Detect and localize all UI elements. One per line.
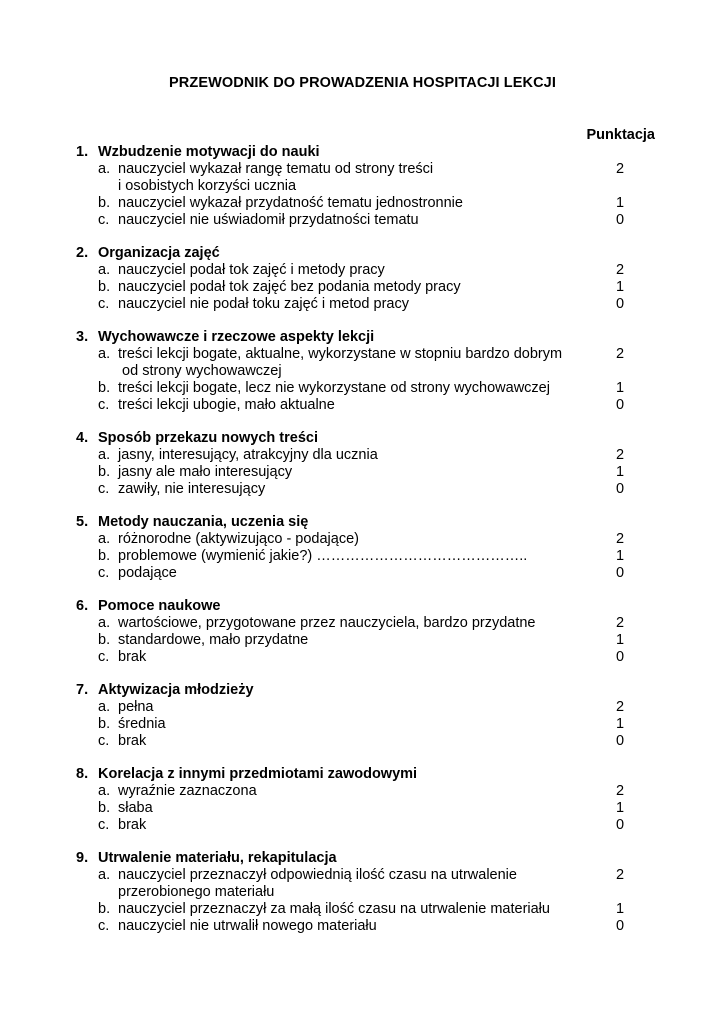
option-text [118,716,588,733]
criterion-number: 9. [76,850,89,866]
option-score: 2 [615,531,625,547]
score-column-header: Punktacja [586,127,655,143]
criterion-option [0,346,725,380]
option-text [118,918,588,935]
option-letter: b. [98,632,111,648]
option-text-line: treści lekcji ubogie, mało aktualne [118,397,335,413]
criterion-heading [0,850,725,867]
criterion-title: Korelacja z innymi przedmiotami zawodowymi [98,766,418,782]
criterion-option [0,901,725,918]
option-score: 1 [615,464,625,480]
criterion-option [0,615,725,632]
criterion-title: Wzbudzenie motywacji do nauki [98,144,320,160]
option-score: 1 [615,716,625,732]
option-text [118,548,588,565]
option-letter: a. [98,161,111,177]
criterion-option [0,447,725,464]
option-text [118,195,588,212]
option-text-line: zawiły, nie interesujący [118,481,266,497]
criterion-number: 8. [76,766,89,782]
option-letter: c. [98,733,110,749]
option-text-line: brak [118,649,147,665]
criterion-option [0,296,725,313]
criterion-option [0,565,725,582]
option-text [118,447,588,464]
option-text-line: nauczyciel nie utrwalił nowego materiału [118,918,377,934]
criterion-option [0,531,725,548]
criterion-option [0,699,725,716]
option-letter: c. [98,296,110,312]
option-text [118,615,588,632]
option-text [118,699,588,716]
option-score: 1 [615,380,625,396]
option-score: 1 [615,901,625,917]
option-text [118,565,588,582]
criterion-title: Aktywizacja młodzieży [98,682,254,698]
option-text [118,346,588,380]
criterion-title: Metody nauczania, uczenia się [98,514,309,530]
criterion-option [0,918,725,935]
option-text-continuation: od strony wychowawczej [118,363,282,379]
option-score: 0 [615,565,625,581]
option-text [118,632,588,649]
criterion-heading [0,329,725,346]
option-letter: a. [98,262,111,278]
option-letter: b. [98,716,111,732]
option-text [118,212,588,229]
option-text-line: różnorodne (aktywizująco - podające) [118,531,359,547]
option-text [118,464,588,481]
option-score: 0 [615,817,625,833]
criterion-option [0,161,725,195]
option-letter: a. [98,447,111,463]
criterion-heading [0,245,725,262]
criterion-option [0,800,725,817]
criterion-section [0,144,725,229]
option-text-line: nauczyciel podał tok zajęć bez podania metody pracy [118,279,461,295]
criterion-option [0,279,725,296]
document-title: PRZEWODNIK DO PROWADZENIA HOSPITACJI LEKCJI [169,75,556,91]
option-letter: c. [98,817,110,833]
option-text [118,262,588,279]
criterion-heading [0,598,725,615]
option-score: 0 [615,212,625,228]
option-letter: c. [98,212,110,228]
option-letter: b. [98,380,111,396]
option-text-line: problemowe (wymienić jakie?) …………………………………….. [118,548,528,564]
option-text [118,649,588,666]
criterion-option [0,481,725,498]
option-text [118,867,588,901]
criterion-heading [0,682,725,699]
option-score: 1 [615,632,625,648]
option-text [118,481,588,498]
option-letter: c. [98,397,110,413]
option-text-line: brak [118,817,147,833]
criterion-heading [0,430,725,447]
option-letter: c. [98,649,110,665]
option-letter: c. [98,565,110,581]
option-letter: c. [98,918,110,934]
option-score: 0 [615,481,625,497]
criterion-section [0,329,725,414]
option-score: 0 [615,733,625,749]
option-text [118,531,588,548]
criterion-number: 4. [76,430,89,446]
criterion-section [0,850,725,935]
option-score: 2 [615,699,625,715]
option-text-line: wartościowe, przygotowane przez nauczyciela, bardzo przydatne [118,615,536,631]
option-score: 0 [615,397,625,413]
option-letter: b. [98,464,111,480]
criterion-heading [0,144,725,161]
criterion-option [0,548,725,565]
option-score: 1 [615,548,625,564]
criterion-option [0,649,725,666]
criterion-section [0,514,725,582]
option-text-line: nauczyciel przeznaczył odpowiednią ilość czasu na utrwalenie [118,867,517,883]
option-text [118,296,588,313]
option-text-line: nauczyciel podał tok zajęć i metody pracy [118,262,385,278]
criterion-option [0,380,725,397]
option-letter: c. [98,481,110,497]
criterion-title: Wychowawcze i rzeczowe aspekty lekcji [98,329,375,345]
criterion-number: 2. [76,245,89,261]
criterion-option [0,817,725,834]
option-score: 1 [615,279,625,295]
option-letter: a. [98,783,111,799]
option-letter: b. [98,548,111,564]
criterion-number: 6. [76,598,89,614]
criterion-heading [0,766,725,783]
criterion-number: 5. [76,514,89,530]
option-text-line: nauczyciel przeznaczył za małą ilość czasu na utrwalenie materiału [118,901,550,917]
option-letter: b. [98,901,111,917]
option-score: 2 [615,262,625,278]
option-score: 2 [615,615,625,631]
criterion-option [0,733,725,750]
option-text-line: pełna [118,699,154,715]
option-text-line: treści lekcji bogate, aktualne, wykorzystane w stopniu bardzo dobrym [118,346,563,362]
option-text-line: średnia [118,716,166,732]
criterion-title: Organizacja zajęć [98,245,220,261]
criterion-title: Sposób przekazu nowych treści [98,430,318,446]
option-text-line: wyraźnie zaznaczona [118,783,257,799]
option-letter: b. [98,800,111,816]
option-score: 2 [615,867,625,883]
option-letter: a. [98,346,111,362]
option-score: 2 [615,346,625,362]
option-text-continuation: przerobionego materiału [118,884,275,900]
option-text [118,397,588,414]
criterion-option [0,262,725,279]
option-text-line: standardowe, mało przydatne [118,632,309,648]
option-text-line: nauczyciel wykazał przydatność tematu jednostronnie [118,195,463,211]
option-letter: a. [98,531,111,547]
option-text-line: brak [118,733,147,749]
option-score: 0 [615,296,625,312]
option-text-line: podające [118,565,177,581]
criterion-option [0,867,725,901]
option-letter: b. [98,195,111,211]
criterion-option [0,212,725,229]
criterion-option [0,716,725,733]
criterion-title: Utrwalenie materiału, rekapitulacja [98,850,337,866]
option-letter: a. [98,867,111,883]
criterion-option [0,783,725,800]
criterion-number: 7. [76,682,89,698]
option-score: 1 [615,195,625,211]
criterion-section [0,598,725,666]
option-score: 2 [615,783,625,799]
criterion-option [0,397,725,414]
criterion-option [0,195,725,212]
criterion-option [0,464,725,481]
option-text [118,733,588,750]
option-letter: a. [98,615,111,631]
option-text [118,800,588,817]
criterion-option [0,632,725,649]
criterion-section [0,245,725,313]
option-text-continuation: i osobistych korzyści ucznia [118,178,297,194]
option-score: 2 [615,447,625,463]
option-text [118,901,588,918]
option-text-line: nauczyciel nie podał toku zajęć i metod pracy [118,296,409,312]
criterion-section [0,766,725,834]
option-text-line: nauczyciel wykazał rangę tematu od strony treści [118,161,434,177]
criterion-section [0,682,725,750]
option-score: 1 [615,800,625,816]
option-text [118,161,588,195]
option-score: 0 [615,649,625,665]
option-text-line: treści lekcji bogate, lecz nie wykorzystane od strony wychowawczej [118,380,550,396]
criterion-number: 3. [76,329,89,345]
criterion-number: 1. [76,144,89,160]
option-text-line: słaba [118,800,153,816]
option-letter: a. [98,699,111,715]
criterion-section [0,430,725,498]
option-score: 2 [615,161,625,177]
option-text [118,279,588,296]
option-text-line: jasny ale mało interesujący [118,464,293,480]
criterion-title: Pomoce naukowe [98,598,221,614]
criterion-heading [0,514,725,531]
option-text [118,783,588,800]
option-letter: b. [98,279,111,295]
option-text-line: jasny, interesujący, atrakcyjny dla ucznia [118,447,378,463]
option-text [118,817,588,834]
option-score: 0 [615,918,625,934]
option-text [118,380,588,397]
option-text-line: nauczyciel nie uświadomił przydatności tematu [118,212,419,228]
